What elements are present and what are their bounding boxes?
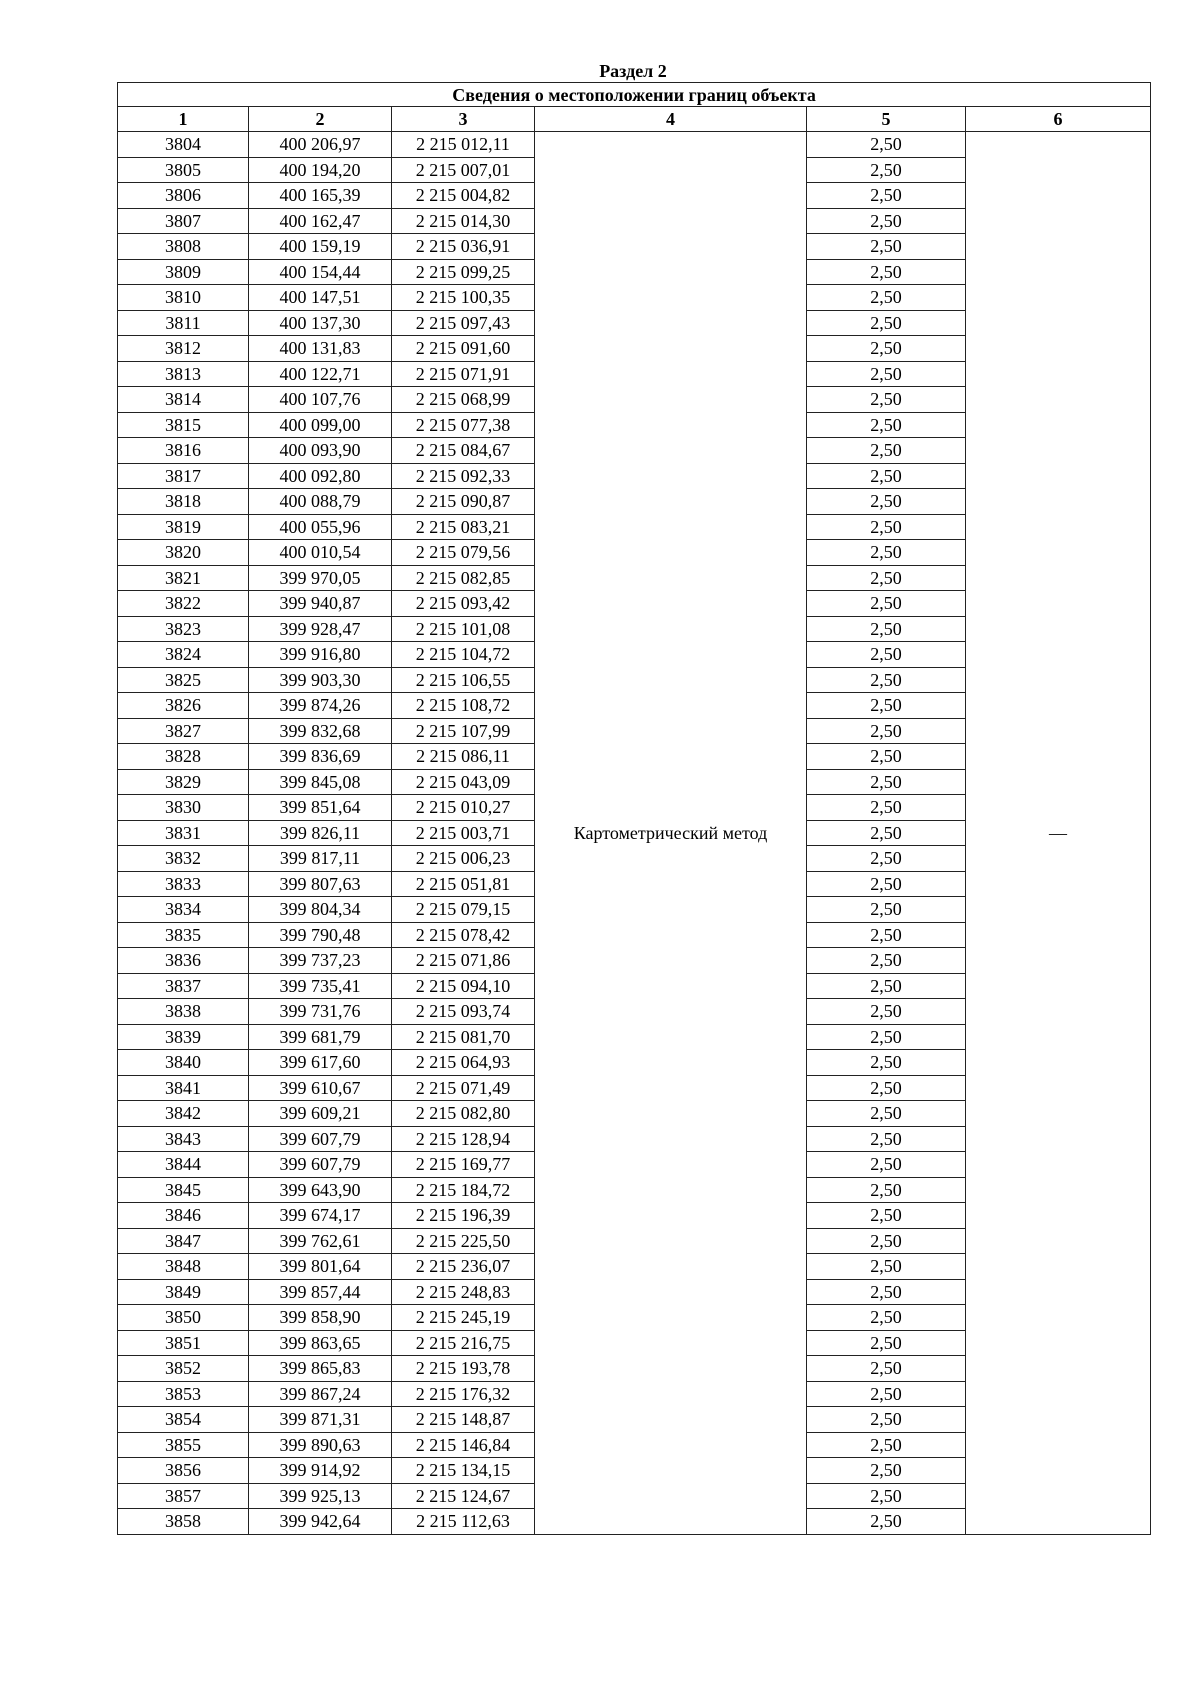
y-coordinate-cell: 2 215 093,42 xyxy=(392,591,535,617)
x-coordinate-cell: 400 131,83 xyxy=(249,336,392,362)
y-coordinate-cell: 2 215 071,49 xyxy=(392,1075,535,1101)
y-coordinate-cell: 2 215 176,32 xyxy=(392,1381,535,1407)
accuracy-cell: 2,50 xyxy=(807,157,966,183)
y-coordinate-cell: 2 215 091,60 xyxy=(392,336,535,362)
accuracy-cell: 2,50 xyxy=(807,183,966,209)
table-body xyxy=(118,132,1151,1535)
x-coordinate-cell: 399 826,11 xyxy=(249,820,392,846)
accuracy-cell: 2,50 xyxy=(807,769,966,795)
y-coordinate-cell: 2 215 051,81 xyxy=(392,871,535,897)
accuracy-cell: 2,50 xyxy=(807,667,966,693)
accuracy-cell: 2,50 xyxy=(807,1279,966,1305)
accuracy-cell: 2,50 xyxy=(807,1356,966,1382)
accuracy-cell: 2,50 xyxy=(807,1024,966,1050)
point-number-cell: 3844 xyxy=(118,1152,249,1178)
point-number-cell: 3810 xyxy=(118,285,249,311)
x-coordinate-cell: 399 617,60 xyxy=(249,1050,392,1076)
point-number-cell: 3827 xyxy=(118,718,249,744)
x-coordinate-cell: 399 607,79 xyxy=(249,1126,392,1152)
y-coordinate-cell: 2 215 083,21 xyxy=(392,514,535,540)
point-number-cell: 3805 xyxy=(118,157,249,183)
accuracy-cell: 2,50 xyxy=(807,948,966,974)
point-number-cell: 3840 xyxy=(118,1050,249,1076)
y-coordinate-cell: 2 215 107,99 xyxy=(392,718,535,744)
accuracy-cell: 2,50 xyxy=(807,973,966,999)
accuracy-cell: 2,50 xyxy=(807,132,966,158)
x-coordinate-cell: 400 088,79 xyxy=(249,489,392,515)
point-number-cell: 3821 xyxy=(118,565,249,591)
y-coordinate-cell: 2 215 108,72 xyxy=(392,693,535,719)
point-number-cell: 3849 xyxy=(118,1279,249,1305)
y-coordinate-cell: 2 215 084,67 xyxy=(392,438,535,464)
point-number-cell: 3858 xyxy=(118,1509,249,1535)
point-number-cell: 3852 xyxy=(118,1356,249,1382)
y-coordinate-cell: 2 215 079,56 xyxy=(392,540,535,566)
point-number-cell: 3818 xyxy=(118,489,249,515)
x-coordinate-cell: 399 801,64 xyxy=(249,1254,392,1280)
column-header-5: 5 xyxy=(807,107,966,132)
y-coordinate-cell: 2 215 248,83 xyxy=(392,1279,535,1305)
x-coordinate-cell: 400 107,76 xyxy=(249,387,392,413)
x-coordinate-cell: 400 010,54 xyxy=(249,540,392,566)
accuracy-cell: 2,50 xyxy=(807,591,966,617)
accuracy-cell: 2,50 xyxy=(807,744,966,770)
point-number-cell: 3837 xyxy=(118,973,249,999)
x-coordinate-cell: 399 817,11 xyxy=(249,846,392,872)
point-number-cell: 3845 xyxy=(118,1177,249,1203)
accuracy-cell: 2,50 xyxy=(807,922,966,948)
x-coordinate-cell: 399 865,83 xyxy=(249,1356,392,1382)
point-number-cell: 3831 xyxy=(118,820,249,846)
x-coordinate-cell: 399 857,44 xyxy=(249,1279,392,1305)
x-coordinate-cell: 399 790,48 xyxy=(249,922,392,948)
point-number-cell: 3836 xyxy=(118,948,249,974)
accuracy-cell: 2,50 xyxy=(807,871,966,897)
accuracy-cell: 2,50 xyxy=(807,1432,966,1458)
accuracy-cell: 2,50 xyxy=(807,1381,966,1407)
point-number-cell: 3823 xyxy=(118,616,249,642)
x-coordinate-cell: 399 925,13 xyxy=(249,1483,392,1509)
y-coordinate-cell: 2 215 082,80 xyxy=(392,1101,535,1127)
x-coordinate-cell: 399 871,31 xyxy=(249,1407,392,1433)
y-coordinate-cell: 2 215 112,63 xyxy=(392,1509,535,1535)
x-coordinate-cell: 399 807,63 xyxy=(249,871,392,897)
point-number-cell: 3857 xyxy=(118,1483,249,1509)
y-coordinate-cell: 2 215 100,35 xyxy=(392,285,535,311)
accuracy-cell: 2,50 xyxy=(807,795,966,821)
point-number-cell: 3825 xyxy=(118,667,249,693)
accuracy-cell: 2,50 xyxy=(807,540,966,566)
point-number-cell: 3808 xyxy=(118,234,249,260)
accuracy-cell: 2,50 xyxy=(807,1203,966,1229)
point-number-cell: 3826 xyxy=(118,693,249,719)
point-number-cell: 3841 xyxy=(118,1075,249,1101)
point-number-cell: 3848 xyxy=(118,1254,249,1280)
y-coordinate-cell: 2 215 043,09 xyxy=(392,769,535,795)
section-title: Раздел 2 xyxy=(599,61,667,81)
accuracy-cell: 2,50 xyxy=(807,361,966,387)
accuracy-cell: 2,50 xyxy=(807,489,966,515)
x-coordinate-cell: 400 092,80 xyxy=(249,463,392,489)
accuracy-cell: 2,50 xyxy=(807,1407,966,1433)
method-cell: Картометрический метод xyxy=(535,132,807,1535)
point-number-cell: 3835 xyxy=(118,922,249,948)
point-number-cell: 3816 xyxy=(118,438,249,464)
point-number-cell: 3855 xyxy=(118,1432,249,1458)
boundary-table xyxy=(117,82,1151,1535)
point-number-cell: 3812 xyxy=(118,336,249,362)
x-coordinate-cell: 400 162,47 xyxy=(249,208,392,234)
point-number-cell: 3828 xyxy=(118,744,249,770)
accuracy-cell: 2,50 xyxy=(807,565,966,591)
accuracy-cell: 2,50 xyxy=(807,412,966,438)
x-coordinate-cell: 399 681,79 xyxy=(249,1024,392,1050)
y-coordinate-cell: 2 215 078,42 xyxy=(392,922,535,948)
accuracy-cell: 2,50 xyxy=(807,208,966,234)
x-coordinate-cell: 399 942,64 xyxy=(249,1509,392,1535)
table-caption: Сведения о местоположении границ объекта xyxy=(118,83,1151,107)
x-coordinate-cell: 400 055,96 xyxy=(249,514,392,540)
point-number-cell: 3804 xyxy=(118,132,249,158)
accuracy-cell: 2,50 xyxy=(807,642,966,668)
y-coordinate-cell: 2 215 104,72 xyxy=(392,642,535,668)
accuracy-cell: 2,50 xyxy=(807,616,966,642)
x-coordinate-cell: 399 851,64 xyxy=(249,795,392,821)
y-coordinate-cell: 2 215 196,39 xyxy=(392,1203,535,1229)
y-coordinate-cell: 2 215 081,70 xyxy=(392,1024,535,1050)
accuracy-cell: 2,50 xyxy=(807,846,966,872)
y-coordinate-cell: 2 215 036,91 xyxy=(392,234,535,260)
accuracy-cell: 2,50 xyxy=(807,1305,966,1331)
y-coordinate-cell: 2 215 093,74 xyxy=(392,999,535,1025)
point-number-cell: 3843 xyxy=(118,1126,249,1152)
y-coordinate-cell: 2 215 064,93 xyxy=(392,1050,535,1076)
y-coordinate-cell: 2 215 124,67 xyxy=(392,1483,535,1509)
point-number-cell: 3807 xyxy=(118,208,249,234)
point-number-cell: 3806 xyxy=(118,183,249,209)
y-coordinate-cell: 2 215 077,38 xyxy=(392,412,535,438)
column-header-2: 2 xyxy=(249,107,392,132)
accuracy-cell: 2,50 xyxy=(807,1101,966,1127)
x-coordinate-cell: 399 867,24 xyxy=(249,1381,392,1407)
y-coordinate-cell: 2 215 003,71 xyxy=(392,820,535,846)
y-coordinate-cell: 2 215 184,72 xyxy=(392,1177,535,1203)
accuracy-cell: 2,50 xyxy=(807,1254,966,1280)
point-number-cell: 3829 xyxy=(118,769,249,795)
x-coordinate-cell: 399 928,47 xyxy=(249,616,392,642)
point-number-cell: 3832 xyxy=(118,846,249,872)
y-coordinate-cell: 2 215 128,94 xyxy=(392,1126,535,1152)
x-coordinate-cell: 399 916,80 xyxy=(249,642,392,668)
column-header-4: 4 xyxy=(535,107,807,132)
y-coordinate-cell: 2 215 086,11 xyxy=(392,744,535,770)
y-coordinate-cell: 2 215 099,25 xyxy=(392,259,535,285)
point-number-cell: 3811 xyxy=(118,310,249,336)
x-coordinate-cell: 399 609,21 xyxy=(249,1101,392,1127)
y-coordinate-cell: 2 215 071,91 xyxy=(392,361,535,387)
point-number-cell: 3850 xyxy=(118,1305,249,1331)
column-header-1: 1 xyxy=(118,107,249,132)
y-coordinate-cell: 2 215 169,77 xyxy=(392,1152,535,1178)
point-number-cell: 3824 xyxy=(118,642,249,668)
y-coordinate-cell: 2 215 094,10 xyxy=(392,973,535,999)
y-coordinate-cell: 2 215 097,43 xyxy=(392,310,535,336)
accuracy-cell: 2,50 xyxy=(807,1152,966,1178)
accuracy-cell: 2,50 xyxy=(807,897,966,923)
x-coordinate-cell: 399 914,92 xyxy=(249,1458,392,1484)
point-number-cell: 3819 xyxy=(118,514,249,540)
accuracy-cell: 2,50 xyxy=(807,820,966,846)
x-coordinate-cell: 400 165,39 xyxy=(249,183,392,209)
x-coordinate-cell: 400 147,51 xyxy=(249,285,392,311)
x-coordinate-cell: 399 731,76 xyxy=(249,999,392,1025)
point-number-cell: 3853 xyxy=(118,1381,249,1407)
y-coordinate-cell: 2 215 101,08 xyxy=(392,616,535,642)
y-coordinate-cell: 2 215 007,01 xyxy=(392,157,535,183)
x-coordinate-cell: 399 874,26 xyxy=(249,693,392,719)
accuracy-cell: 2,50 xyxy=(807,1177,966,1203)
accuracy-cell: 2,50 xyxy=(807,999,966,1025)
x-coordinate-cell: 399 832,68 xyxy=(249,718,392,744)
accuracy-cell: 2,50 xyxy=(807,259,966,285)
y-coordinate-cell: 2 215 225,50 xyxy=(392,1228,535,1254)
x-coordinate-cell: 400 093,90 xyxy=(249,438,392,464)
x-coordinate-cell: 399 607,79 xyxy=(249,1152,392,1178)
y-coordinate-cell: 2 215 245,19 xyxy=(392,1305,535,1331)
y-coordinate-cell: 2 215 014,30 xyxy=(392,208,535,234)
accuracy-cell: 2,50 xyxy=(807,1458,966,1484)
accuracy-cell: 2,50 xyxy=(807,1126,966,1152)
y-coordinate-cell: 2 215 146,84 xyxy=(392,1432,535,1458)
y-coordinate-cell: 2 215 106,55 xyxy=(392,667,535,693)
point-number-cell: 3842 xyxy=(118,1101,249,1127)
point-number-cell: 3809 xyxy=(118,259,249,285)
y-coordinate-cell: 2 215 004,82 xyxy=(392,183,535,209)
x-coordinate-cell: 399 970,05 xyxy=(249,565,392,591)
x-coordinate-cell: 399 762,61 xyxy=(249,1228,392,1254)
accuracy-cell: 2,50 xyxy=(807,1075,966,1101)
accuracy-cell: 2,50 xyxy=(807,336,966,362)
x-coordinate-cell: 399 737,23 xyxy=(249,948,392,974)
y-coordinate-cell: 2 215 082,85 xyxy=(392,565,535,591)
accuracy-cell: 2,50 xyxy=(807,718,966,744)
accuracy-cell: 2,50 xyxy=(807,463,966,489)
accuracy-cell: 2,50 xyxy=(807,1330,966,1356)
x-coordinate-cell: 400 159,19 xyxy=(249,234,392,260)
point-number-cell: 3856 xyxy=(118,1458,249,1484)
x-coordinate-cell: 400 206,97 xyxy=(249,132,392,158)
y-coordinate-cell: 2 215 193,78 xyxy=(392,1356,535,1382)
y-coordinate-cell: 2 215 071,86 xyxy=(392,948,535,974)
column-header-3: 3 xyxy=(392,107,535,132)
y-coordinate-cell: 2 215 068,99 xyxy=(392,387,535,413)
x-coordinate-cell: 400 122,71 xyxy=(249,361,392,387)
accuracy-cell: 2,50 xyxy=(807,310,966,336)
accuracy-cell: 2,50 xyxy=(807,693,966,719)
point-number-cell: 3822 xyxy=(118,591,249,617)
y-coordinate-cell: 2 215 090,87 xyxy=(392,489,535,515)
point-number-cell: 3814 xyxy=(118,387,249,413)
point-number-cell: 3813 xyxy=(118,361,249,387)
accuracy-cell: 2,50 xyxy=(807,1509,966,1535)
accuracy-cell: 2,50 xyxy=(807,387,966,413)
point-number-cell: 3833 xyxy=(118,871,249,897)
point-number-cell: 3846 xyxy=(118,1203,249,1229)
accuracy-cell: 2,50 xyxy=(807,1228,966,1254)
x-coordinate-cell: 399 858,90 xyxy=(249,1305,392,1331)
y-coordinate-cell: 2 215 010,27 xyxy=(392,795,535,821)
accuracy-cell: 2,50 xyxy=(807,1483,966,1509)
x-coordinate-cell: 399 903,30 xyxy=(249,667,392,693)
y-coordinate-cell: 2 215 236,07 xyxy=(392,1254,535,1280)
x-coordinate-cell: 400 194,20 xyxy=(249,157,392,183)
x-coordinate-cell: 399 804,34 xyxy=(249,897,392,923)
y-coordinate-cell: 2 215 148,87 xyxy=(392,1407,535,1433)
x-coordinate-cell: 399 845,08 xyxy=(249,769,392,795)
x-coordinate-cell: 399 610,67 xyxy=(249,1075,392,1101)
point-number-cell: 3847 xyxy=(118,1228,249,1254)
y-coordinate-cell: 2 215 134,15 xyxy=(392,1458,535,1484)
x-coordinate-cell: 400 099,00 xyxy=(249,412,392,438)
accuracy-cell: 2,50 xyxy=(807,285,966,311)
x-coordinate-cell: 399 940,87 xyxy=(249,591,392,617)
x-coordinate-cell: 399 890,63 xyxy=(249,1432,392,1458)
point-number-cell: 3817 xyxy=(118,463,249,489)
y-coordinate-cell: 2 215 092,33 xyxy=(392,463,535,489)
column-header-6: 6 xyxy=(966,107,1151,132)
column-6-cell: — xyxy=(966,132,1151,1535)
point-number-cell: 3820 xyxy=(118,540,249,566)
x-coordinate-cell: 399 674,17 xyxy=(249,1203,392,1229)
point-number-cell: 3815 xyxy=(118,412,249,438)
x-coordinate-cell: 400 137,30 xyxy=(249,310,392,336)
point-number-cell: 3834 xyxy=(118,897,249,923)
y-coordinate-cell: 2 215 216,75 xyxy=(392,1330,535,1356)
x-coordinate-cell: 399 836,69 xyxy=(249,744,392,770)
accuracy-cell: 2,50 xyxy=(807,438,966,464)
point-number-cell: 3851 xyxy=(118,1330,249,1356)
accuracy-cell: 2,50 xyxy=(807,1050,966,1076)
y-coordinate-cell: 2 215 079,15 xyxy=(392,897,535,923)
point-number-cell: 3839 xyxy=(118,1024,249,1050)
y-coordinate-cell: 2 215 012,11 xyxy=(392,132,535,158)
point-number-cell: 3838 xyxy=(118,999,249,1025)
accuracy-cell: 2,50 xyxy=(807,234,966,260)
accuracy-cell: 2,50 xyxy=(807,514,966,540)
x-coordinate-cell: 399 735,41 xyxy=(249,973,392,999)
point-number-cell: 3830 xyxy=(118,795,249,821)
x-coordinate-cell: 400 154,44 xyxy=(249,259,392,285)
x-coordinate-cell: 399 863,65 xyxy=(249,1330,392,1356)
x-coordinate-cell: 399 643,90 xyxy=(249,1177,392,1203)
table-row xyxy=(118,132,1151,158)
y-coordinate-cell: 2 215 006,23 xyxy=(392,846,535,872)
point-number-cell: 3854 xyxy=(118,1407,249,1433)
